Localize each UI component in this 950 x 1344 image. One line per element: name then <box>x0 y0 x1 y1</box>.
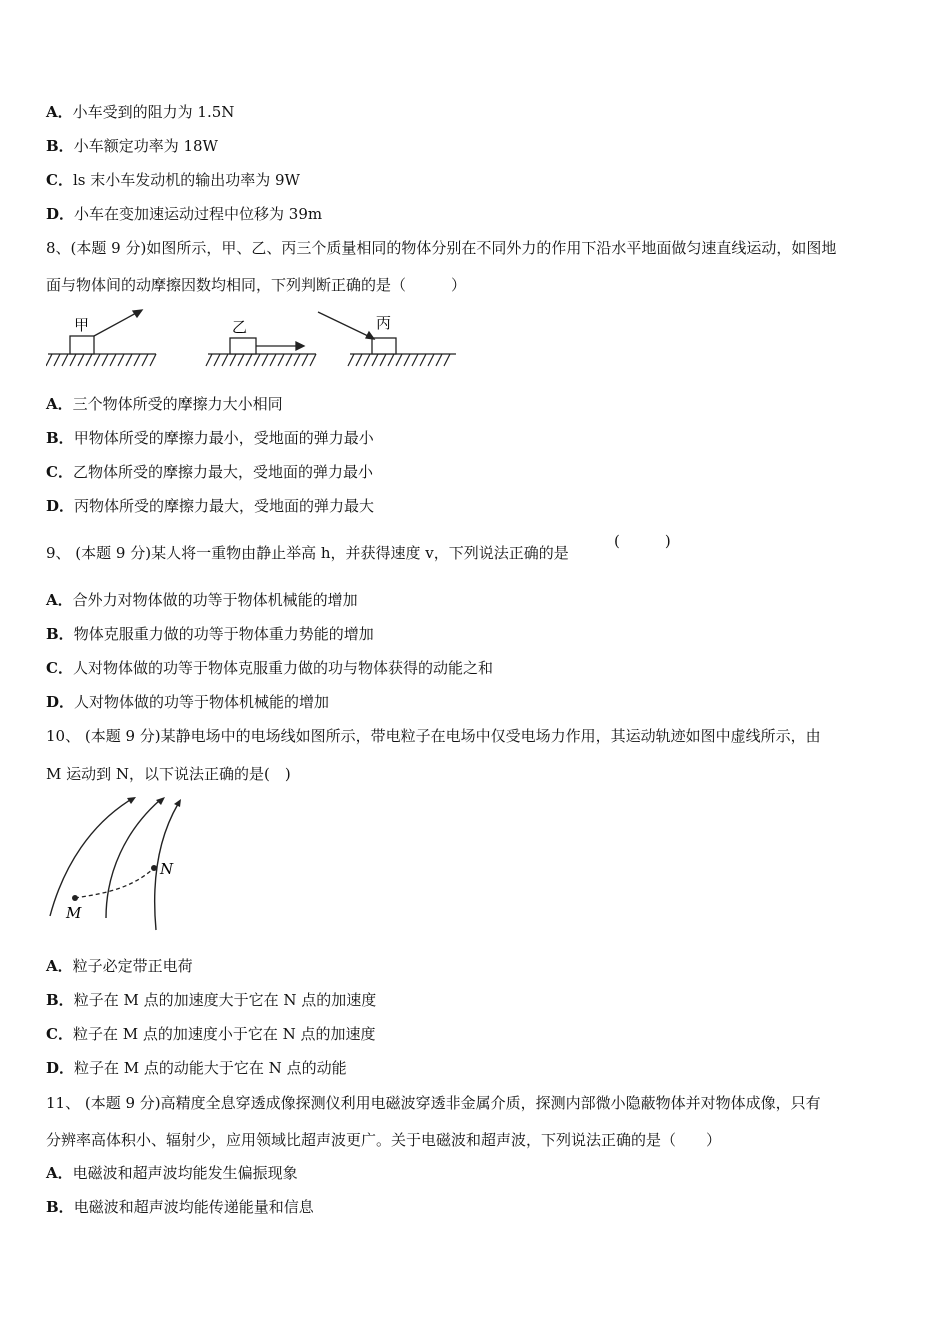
q7-option-a <box>46 102 234 122</box>
q8-option-a <box>46 394 283 414</box>
option-label: D． <box>46 205 75 223</box>
q11-option-b <box>46 1197 314 1217</box>
q7-option-c <box>46 170 300 190</box>
q7-option-b <box>46 136 218 156</box>
option-label: A． <box>46 957 73 975</box>
option-text: 乙物体所受的摩擦力最大，受地面的弹力最小 <box>72 463 373 481</box>
option-text: 粒子必定带正电荷 <box>72 957 193 975</box>
option-label: C． <box>46 171 73 189</box>
q9-option-a <box>46 590 358 610</box>
point-n <box>151 865 157 871</box>
option-label: B． <box>46 991 74 1009</box>
q8-option-c <box>46 462 373 482</box>
option-text: 甲物体所受的摩擦力最小，受地面的弹力最小 <box>73 429 374 447</box>
q11-option-a <box>46 1163 298 1183</box>
option-text: 小车受到的阻力为 1.5N <box>72 103 235 121</box>
q10-option-a <box>46 956 193 976</box>
arrow-jia <box>94 310 142 336</box>
q9-option-b <box>46 624 374 644</box>
arrow-yi <box>256 342 304 350</box>
option-text: 粒子在 M 点的加速度小于它在 N 点的加速度 <box>72 1025 376 1043</box>
option-label: C． <box>46 1025 73 1043</box>
option-label: B． <box>46 137 74 155</box>
option-label: A． <box>46 591 73 609</box>
option-label: A． <box>46 103 73 121</box>
option-label: C． <box>46 463 73 481</box>
q8-stem-line2: 面与物体间的动摩擦因数均相同，下列判断正确的是（ ） <box>46 276 467 294</box>
option-label: A． <box>46 395 73 413</box>
q8-stem-line1: 8、(本题 9 分)如图所示，甲、乙、丙三个质量相同的物体分别在不同外力的作用下沿水平地面做匀速直线运动，如图地 <box>46 239 837 257</box>
q11-stem-line1: 11、 (本题 9 分)高精度全息穿透成像探测仪利用电磁波穿透非金属介质，探测内部微小隐蔽物体并对物体成像，只有 <box>46 1094 821 1112</box>
q10-field-figure <box>44 794 194 934</box>
option-text: 粒子在 M 点的加速度大于它在 N 点的加速度 <box>73 991 377 1009</box>
option-text: 电磁波和超声波均能传递能量和信息 <box>73 1198 314 1216</box>
label-yi: 乙 <box>232 318 248 336</box>
option-label: B． <box>46 429 74 447</box>
option-text: 合外力对物体做的功等于物体机械能的增加 <box>72 591 358 609</box>
q7-option-d <box>46 204 322 224</box>
label-jia: 甲 <box>74 316 90 334</box>
q9-option-d <box>46 692 329 712</box>
label-m: M <box>66 904 82 922</box>
option-label: D． <box>46 497 75 515</box>
ground-yi <box>206 354 316 366</box>
arrowhead-2 <box>156 797 165 805</box>
q8-option-d <box>46 496 374 516</box>
arrow-bing <box>318 312 374 339</box>
option-label: A． <box>46 1164 73 1182</box>
option-text: 丙物体所受的摩擦力最大，受地面的弹力最大 <box>74 497 375 515</box>
q10-option-d <box>46 1058 347 1078</box>
option-label: D． <box>46 693 75 711</box>
block-yi <box>230 338 256 354</box>
q11-stem-line2: 分辨率高体积小、辐射少，应用领域比超声波更广。关于电磁波和超声波，下列说法正确的是（ ） <box>46 1131 722 1149</box>
block-jia <box>70 336 94 354</box>
option-label: B． <box>46 625 74 643</box>
q10-stem-line2: M 运动到 N，以下说法正确的是( ) <box>46 765 291 783</box>
option-text: 小车额定功率为 18W <box>73 137 218 155</box>
option-text: 物体克服重力做的功等于物体重力势能的增加 <box>73 625 374 643</box>
q9-answer-paren: ( ) <box>614 532 671 550</box>
ground-jia <box>46 354 156 366</box>
option-text: 人对物体做的功等于物体克服重力做的功与物体获得的动能之和 <box>72 659 493 677</box>
option-label: D． <box>46 1059 75 1077</box>
q10-option-c <box>46 1024 376 1044</box>
q9-stem: 9、 (本题 9 分)某人将一重物由静止举高 h，并获得速度 v，下列说法正确的是 <box>46 544 569 562</box>
option-text: 三个物体所受的摩擦力大小相同 <box>72 395 283 413</box>
option-text: 小车在变加速运动过程中位移为 39m <box>74 205 323 223</box>
option-label: C． <box>46 659 73 677</box>
q8-option-b <box>46 428 374 448</box>
q9-option-c <box>46 658 493 678</box>
label-n: N <box>160 860 174 878</box>
point-m <box>72 895 78 901</box>
q10-stem-line1: 10、 (本题 9 分)某静电场中的电场线如图所示，带电粒子在电场中仅受电场力作用，其运动轨迹如图中虚线所示，由 <box>46 727 821 745</box>
q8-figure <box>46 306 458 372</box>
option-text: 电磁波和超声波均能发生偏振现象 <box>72 1164 298 1182</box>
field-line-2 <box>106 800 160 918</box>
trajectory-dashed <box>75 868 154 898</box>
ground-bing <box>348 354 456 366</box>
option-text: 人对物体做的功等于物体机械能的增加 <box>74 693 330 711</box>
option-text: ls 末小车发动机的输出功率为 9W <box>72 171 300 189</box>
option-text: 粒子在 M 点的动能大于它在 N 点的动能 <box>74 1059 347 1077</box>
label-bing: 丙 <box>376 314 392 332</box>
q10-option-b <box>46 990 376 1010</box>
option-label: B． <box>46 1198 74 1216</box>
block-bing <box>372 338 396 354</box>
